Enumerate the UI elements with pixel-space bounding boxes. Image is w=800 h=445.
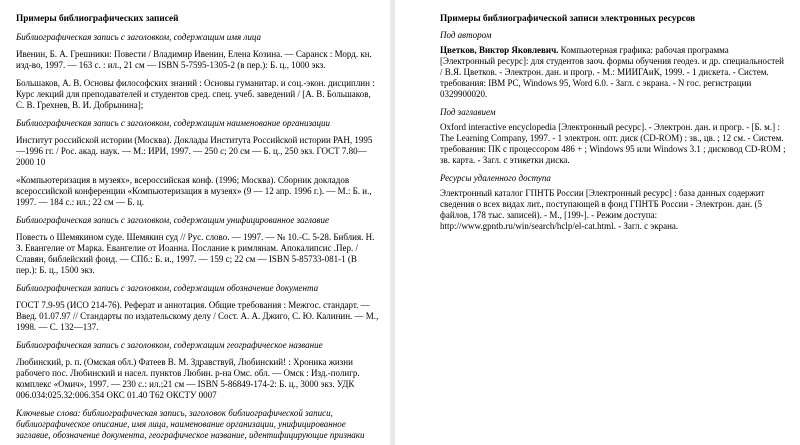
entry-body: Компьютерная графика: рабочая программа [Электронный ресурс]: для студентов заоч. формы обучения геодез. и др. специальностей / В.Я. Цветков. - Электрон. дан. и прогр. - М.: МИИГАиК, 1999. - 1 дискета. - Систем. требования: IBM PC, Windows 95, Word 6.0. - Загл. с экрана. - N гос. регистрации 0329900020.	[440, 45, 784, 99]
section-heading: Под заглавием	[440, 107, 496, 117]
section-heading: Ресурсы удаленного доступа	[440, 173, 551, 183]
bibliographic-entry: Повесть о Шемякином суде. Шемякин суд // Рус. слово. — 1997. — № 10.-С. 5-28. Библия. Н. З. Евангелие от Марка. Евангелие от Иоанна. Послание к римлянам. Апокалипсис .Пер. / Славян, библейский фонд. — СПб.: Б. и., 1997. — 159 с; 22 см — ISBN 5-85733-081-1 (В пер.): Б. ц., 1500 экз.	[16, 232, 375, 275]
bibliographic-entry: Большаков, А. В. Основы философских знаний : Основы гуманитар. и соц.-экон. дисциплин : Курс лекций для преподавателей и студентов сред. спец. учеб. заведений / [А. В. Большаков, С. В. Грехнев, В. И. Добрынина];	[16, 78, 375, 110]
section-heading: Библиографическая запись с заголовком, содержащим географическое название	[16, 340, 323, 350]
right-page	[395, 0, 800, 445]
bibliographic-entry: Электронный каталог ГПНТБ России [Электронный ресурс] : база данных содержит сведения о всех видах лит., поступающей в фонд ГПНТБ России - Электрон. дан. (5 файлов, 178 тыс. записей). - М., [199-]. - Режим доступа: http://www.gpntb.ru/win/search/hclp/el-cat.html. - Загл. с экрана.	[440, 188, 765, 231]
section-heading: Библиографическая запись с заголовком, содержащим унифицированное заглавие	[16, 215, 329, 225]
page-title: Примеры библиографических записей	[16, 14, 179, 24]
section-heading: Библиографическая запись с заголовком, содержащим наименование организации	[16, 118, 330, 128]
bibliographic-entry: «Компьютеризация в музеях», всероссийская конф. (1996; Москва). Сборник докладов всероссийской конференции «Компьютеризация в музеях» (9 — 12 апр. 1996 г.). — М.: Б. и., 1997. — 184 с.: ил.; 22 см — Б. ц.	[16, 175, 372, 207]
bibliographic-entry: ГОСТ 7.9-95 (ИСО 214-76). Реферат и аннотация. Общие требования : Межгос. стандарт. — Введ. 01.07.97 // Стандарты по издательскому делу / Сост. А. А. Джиго, С. Ю. Калинин. — М., 1998. — С. 132—137.	[16, 300, 379, 332]
section-heading: Библиографическая запись с заголовком, содержащим обозначение документа	[16, 283, 319, 293]
entry-author: Цветков, Виктор Яковлевич.	[440, 45, 559, 55]
section-heading: Библиографическая запись с заголовком, содержащим имя лица	[16, 32, 261, 42]
bibliographic-entry: Институт российской истории (Москва). Доклады Института Российской истории РАН, 1995—1996 гг. / Рос. акад. наук. — М.: ИРИ, 1997. — 250 с; 20 см — Б. ц., 250 экз. ГОСТ 7.80—2000 10	[16, 135, 373, 167]
page-title: Примеры библиографической записи электронных ресурсов	[440, 14, 696, 24]
bibliographic-entry	[440, 45, 786, 100]
bibliographic-entry: Oxford interactive encyclopedia [Электронный ресурс]. - Электрон. дан. и прогр. - [Б. м.] : The Learning Company, 1997. - 1 электрон. опт. диск (CD-ROM) : зв., цв. ; 12 см. - Систем. требования: ПК с процессором 486 + ; Windows 95 или Windows 3.1 ; дисковод CD-ROM ; зв. карта. - Загл. с этикетки диска.	[440, 122, 786, 165]
section-heading: Под автором	[440, 30, 492, 40]
left-page	[0, 0, 390, 445]
bibliographic-entry: Любинский, р. п. (Омская обл.) Фатеев В. М. Здравствуй, Любинский! : Хроника жизни рабочего пос. Любинский и насел. пунктов Любин. р-на Омс. обл. — Омск : Изд.-полигр. комплекс «Омич», 1997. — 230 с.: ил.;21 см — ISBN 5-86849-174-2: Б. ц., 3000 экз. УДК 006.034:025.32:006.354 ОКС 01.40 Т62 ОКСТУ 0007	[16, 357, 360, 400]
bibliographic-entry: Ивенин, Б. А. Грешники: Повести / Владимир Ивенин, Елена Козина. — Саранск : Морд. кн. изд-во, 1997. — 163 с. : ил., 21 см — ISBN 5-7595-1305-2 (в пер.): Б. ц., 1000 экз.	[16, 49, 372, 70]
keywords: Ключевые слова: библиографическая запись, заголовок библиографической записи, библиографическое описание, имя лица, наименование организации, унифицированное заглавие, обозначение документа, географическое название, идентифицирующие признаки	[16, 408, 365, 440]
